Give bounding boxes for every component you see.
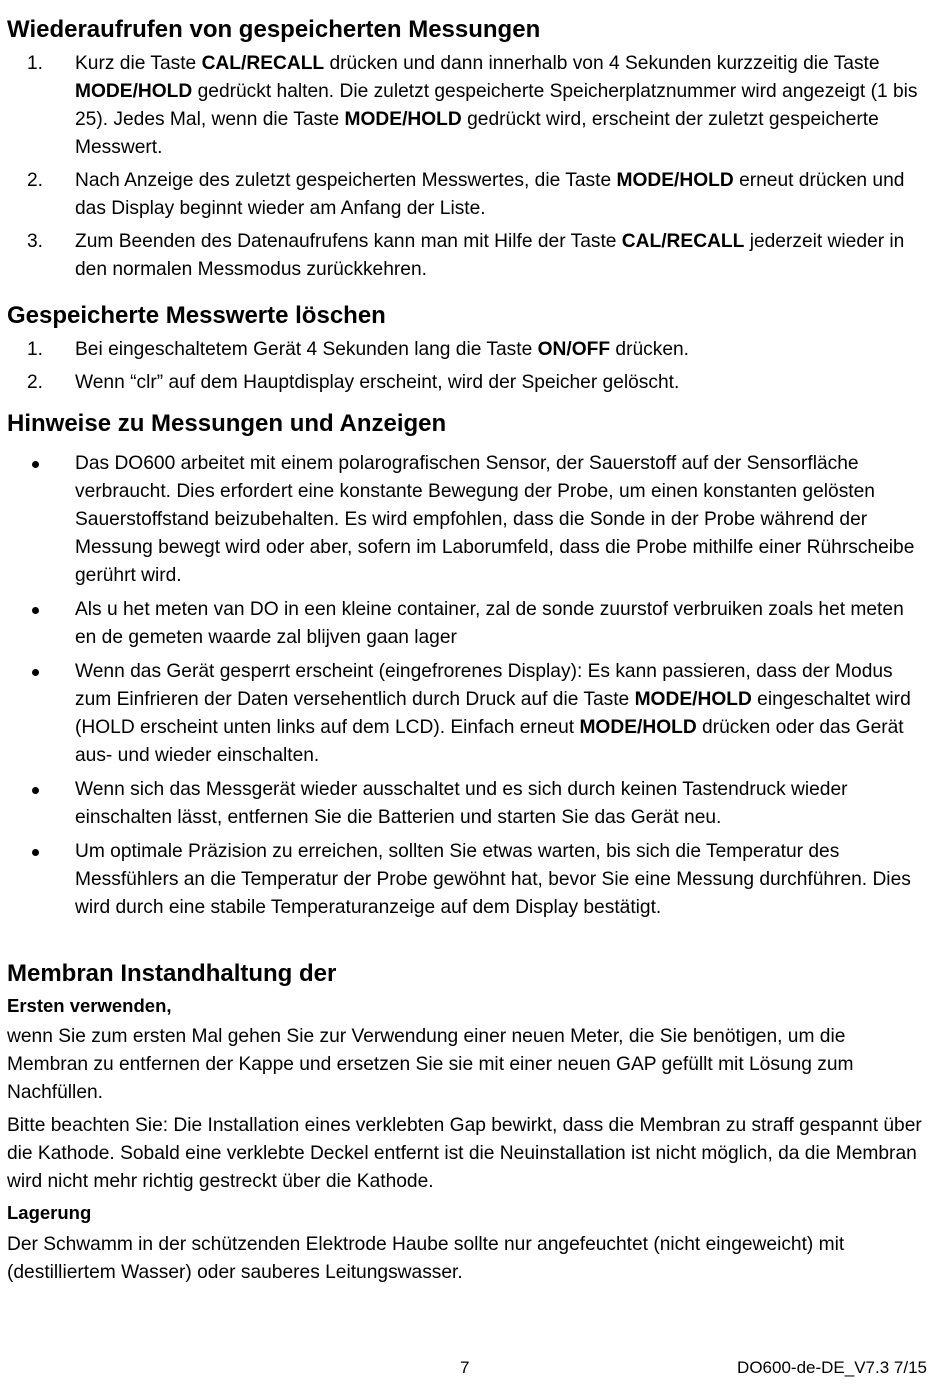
document-id: DO600-de-DE_V7.3 7/15	[737, 1358, 927, 1377]
key-name: MODE/HOLD	[75, 81, 193, 102]
section-title-membrane: Membran Instandhaltung der	[7, 960, 337, 987]
list-item: 2. Nach Anzeige des zuletzt gespeicherten Messwertes, die Taste MODE/HOLD erneut drücken und das Display beginnt wieder am Anfang der Liste.	[7, 167, 927, 223]
list-number: 1.	[27, 339, 44, 360]
recall-steps-list	[7, 50, 927, 284]
key-name: CAL/RECALL	[621, 231, 745, 252]
section-title-notes: Hinweise zu Messungen und Anzeigen	[7, 410, 447, 437]
key-name: MODE/HOLD	[579, 717, 697, 738]
list-item: 1. Kurz die Taste CAL/RECALL drücken und dann innerhalb von 4 Sekunden kurzzeitig die Taste MODE/HOLD gedrückt halten. Die zuletzt gespeicherte Speicherplatznummer wird angezeigt (1 bis 25). Jedes Mal, wenn die Taste MODE/HOLD gedrückt wird, erscheint der zuletzt gespeicherte Messwert.	[7, 50, 927, 162]
key-name: ON/OFF	[537, 339, 611, 360]
list-item: Wenn sich das Messgerät wieder ausschaltet und es sich durch keinen Tastendruck wieder einschalten lässt, entfernen Sie die Batterien und starten Sie das Gerät neu.	[7, 776, 927, 832]
list-number: 3.	[27, 231, 44, 252]
key-name: CAL/RECALL	[201, 53, 325, 74]
notes-list	[7, 450, 927, 922]
list-item: 1. Bei eingeschaltetem Gerät 4 Sekunden lang die Taste ON/OFF drücken.	[7, 336, 927, 364]
list-item: Um optimale Präzision zu erreichen, sollten Sie etwas warten, bis sich die Temperatur des Messfühlers an die Temperatur der Probe gewöhnt hat, bevor Sie eine Messung durchführen. Dies wird durch eine stabile Temperaturanzeige auf dem Display bestätigt.	[7, 838, 927, 922]
key-name: MODE/HOLD	[344, 109, 462, 130]
subsection-title-storage: Lagerung	[7, 1202, 92, 1223]
page-number: 7	[460, 1358, 470, 1377]
section-title-recall: Wiederaufrufen von gespeicherten Messungen	[7, 16, 541, 43]
bullet-icon	[32, 787, 39, 794]
list-item: Das DO600 arbeitet mit einem polarografischen Sensor, der Sauerstoff auf der Sensorfläche verbraucht. Dies erfordert eine konstante Bewegung der Probe, um einen konstanten gelösten Sauerstoffstand beizubehalten. Es wird empfohlen, dass die Sonde in der Probe während der Messung bewegt wird oder aber, sofern im Laborumfeld, dass die Probe mithilfe einer Rührscheibe gerührt wird.	[7, 450, 927, 590]
list-number: 1.	[27, 53, 44, 74]
bullet-icon	[32, 669, 39, 676]
subsection-title-first-use: Ersten verwenden,	[7, 995, 172, 1016]
list-item: 3. Zum Beenden des Datenaufrufens kann man mit Hilfe der Taste CAL/RECALL jederzeit wieder in den normalen Messmodus zurückkehren.	[7, 228, 927, 284]
bullet-icon	[32, 607, 39, 614]
section-title-clear: Gespeicherte Messwerte löschen	[7, 302, 386, 329]
list-item: Wenn das Gerät gesperrt erscheint (eingefrorenes Display): Es kann passieren, dass der Modus zum Einfrieren der Daten versehentlich durch Druck auf die Taste MODE/HOLD eingeschaltet wird (HOLD erscheint unten links auf dem LCD). Einfach erneut MODE/HOLD drücken oder das Gerät aus- und wieder einschalten.	[7, 658, 927, 770]
key-name: MODE/HOLD	[634, 689, 752, 710]
list-number: 2.	[27, 170, 44, 191]
page-content	[7, 12, 927, 1287]
clear-steps-list	[7, 336, 927, 397]
paragraph: wenn Sie zum ersten Mal gehen Sie zur Verwendung einer neuen Meter, die Sie benötigen, um die Membran zu entfernen der Kappe und ersetzen Sie sie mit einer neuen GAP gefüllt mit Lösung zum Nachfüllen.	[7, 1026, 854, 1103]
list-number: 2.	[27, 372, 44, 393]
paragraph: Der Schwamm in der schützenden Elektrode Haube sollte nur angefeuchtet (nicht eingeweicht) mit (destilliertem Wasser) oder sauberes Leitungswasser.	[7, 1234, 845, 1283]
paragraph: Bitte beachten Sie: Die Installation eines verklebten Gap bewirkt, dass die Membran zu straff gespannt über die Kathode. Sobald eine verklebte Deckel entfernt ist die Neuinstallation ist nicht möglich, da die Membran wird nicht mehr richtig gestreckt über die Kathode.	[7, 1115, 922, 1192]
bullet-icon	[32, 849, 39, 856]
key-name: MODE/HOLD	[616, 170, 734, 191]
list-item: 2. Wenn “clr” auf dem Hauptdisplay erscheint, wird der Speicher gelöscht.	[7, 369, 927, 397]
list-item: Als u het meten van DO in een kleine container, zal de sonde zuurstof verbruiken zoals het meten en de gemeten waarde zal blijven gaan lager	[7, 596, 927, 652]
bullet-icon	[32, 461, 39, 468]
page-footer	[0, 1355, 950, 1381]
